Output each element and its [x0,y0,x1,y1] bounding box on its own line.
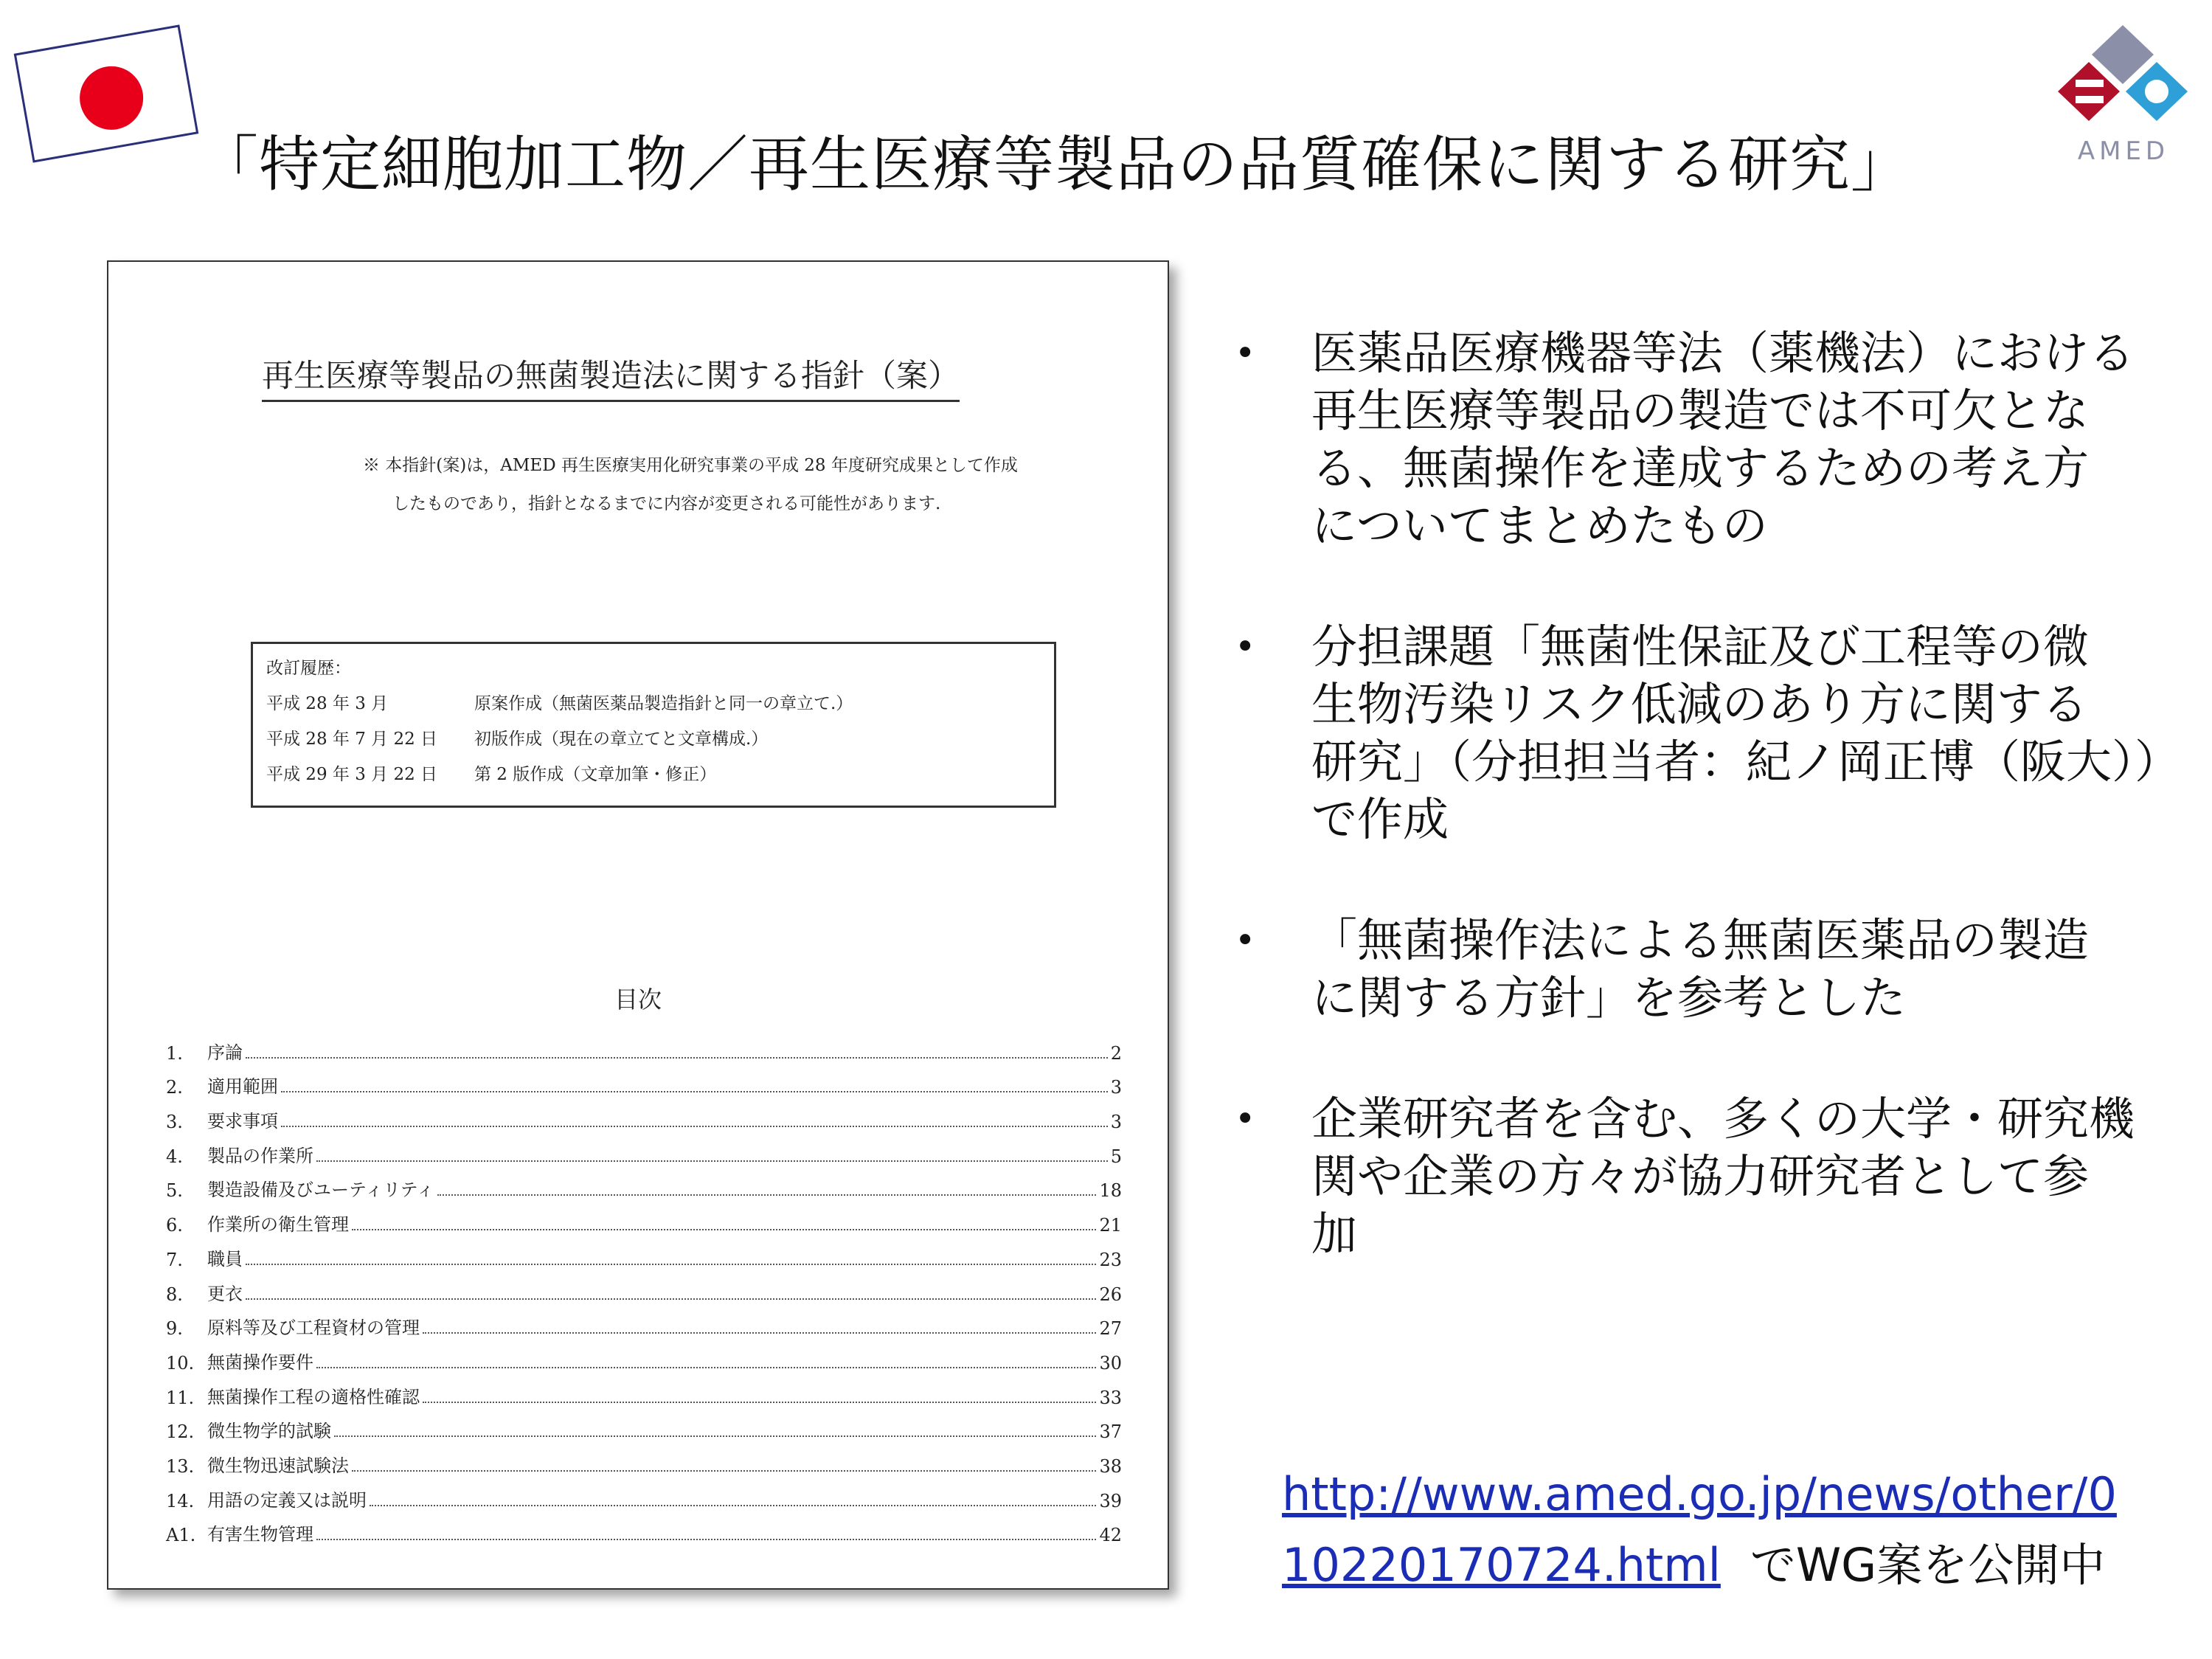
note-line-1: ※ 本指針(案)は，AMED 再生医療実用化研究事業の平成 28 年度研究成果として作成 [363,456,1018,475]
toc-row: 1. 序論 2 [166,1042,1122,1064]
toc-row: 6. 作業所の衛生管理 21 [166,1214,1122,1236]
toc-row: A1. 有害生物管理 42 [166,1524,1122,1546]
bullet-dot-icon: • [1235,920,1256,961]
toc-row: 10. 無菌操作要件 30 [166,1351,1122,1374]
document-title: 再生医療等製品の無菌製造法に関する指針（案） [262,354,960,402]
toc-row: 12. 微生物学的試験 37 [166,1421,1122,1443]
revision-row: 平成 29 年 3 月 22 日 第 2 版作成（文章加筆・修正） [266,765,717,784]
toc-row: 4. 製品の作業所 5 [166,1145,1122,1167]
logo-text: AMED [2077,136,2170,166]
slide-title: 「特定細胞加工物／再生医療等製品の品質確保に関する研究」 [198,130,1913,200]
toc-row: 13. 微生物迅速試験法 38 [166,1455,1122,1477]
revision-history-box [251,642,1056,808]
flag-sun [74,61,148,135]
bullet-list [1232,325,2183,1326]
document-preview [107,260,1169,1590]
note-line-2: したものであり，指針となるまでに内容が変更される可能性があります. [392,494,941,513]
amed-url-link[interactable]: http://www.amed.go.jp/news/other/0 10220170724.html [1282,1467,2117,1592]
bullet-item: • 企業研究者を含む、多くの大学・研究機 関や企業の方々が協力研究者として参 加 [1235,1092,2135,1261]
toc-row: 11. 無菌操作工程の適格性確認 33 [166,1386,1122,1408]
toc-row: 5. 製造設備及びユーティリティ 18 [166,1180,1122,1202]
bullet-item: • 「無菌操作法による無菌医薬品の製造 に関する方針」を参考とした [1235,913,2090,1025]
bullet-item: • 分担課題「無菌性保証及び工程等の微 生物汚染リスク低減のあり方に関する 研究」（分担担当者：紀ノ岡正博（阪大）） で作成 [1235,620,2181,846]
toc-row: 7. 職員 23 [166,1248,1122,1270]
bullet-dot-icon: • [1235,626,1256,668]
toc-row: 14. 用語の定義又は説明 39 [166,1489,1122,1511]
revision-row: 平成 28 年 7 月 22 日 初版作成（現在の章立てと文章構成.） [266,730,769,749]
document-note [363,446,1145,523]
toc-row: 2. 適用範囲 3 [166,1076,1122,1098]
amed-logo [2046,22,2201,177]
toc-row: 8. 更衣 26 [166,1283,1122,1305]
toc-row: 9. 原料等及び工程資材の管理 27 [166,1317,1122,1340]
amed-logo-icon [2046,22,2201,177]
table-of-contents [166,1029,1122,1545]
bullet-item: • 医薬品医療機器等法（薬機法）における 再生医療等製品の製造では不可欠とな る、無菌操作を達成するための考え方 についてまとめたもの [1235,326,2135,553]
toc-row: 3. 要求事項 3 [166,1111,1122,1133]
toc-heading: 目次 [614,986,662,1014]
link-suffix: でWG案を公開中 [1750,1538,2106,1592]
bullet-dot-icon: • [1235,333,1256,374]
revision-row: 平成 28 年 3 月 原案作成（無菌医薬品製造指針と同一の章立て.） [266,694,853,713]
publication-link-line [1282,1459,2189,1601]
japan-flag-icon [14,24,199,162]
bullet-dot-icon: • [1235,1098,1256,1140]
revision-label: 改訂履歴： [266,659,351,678]
